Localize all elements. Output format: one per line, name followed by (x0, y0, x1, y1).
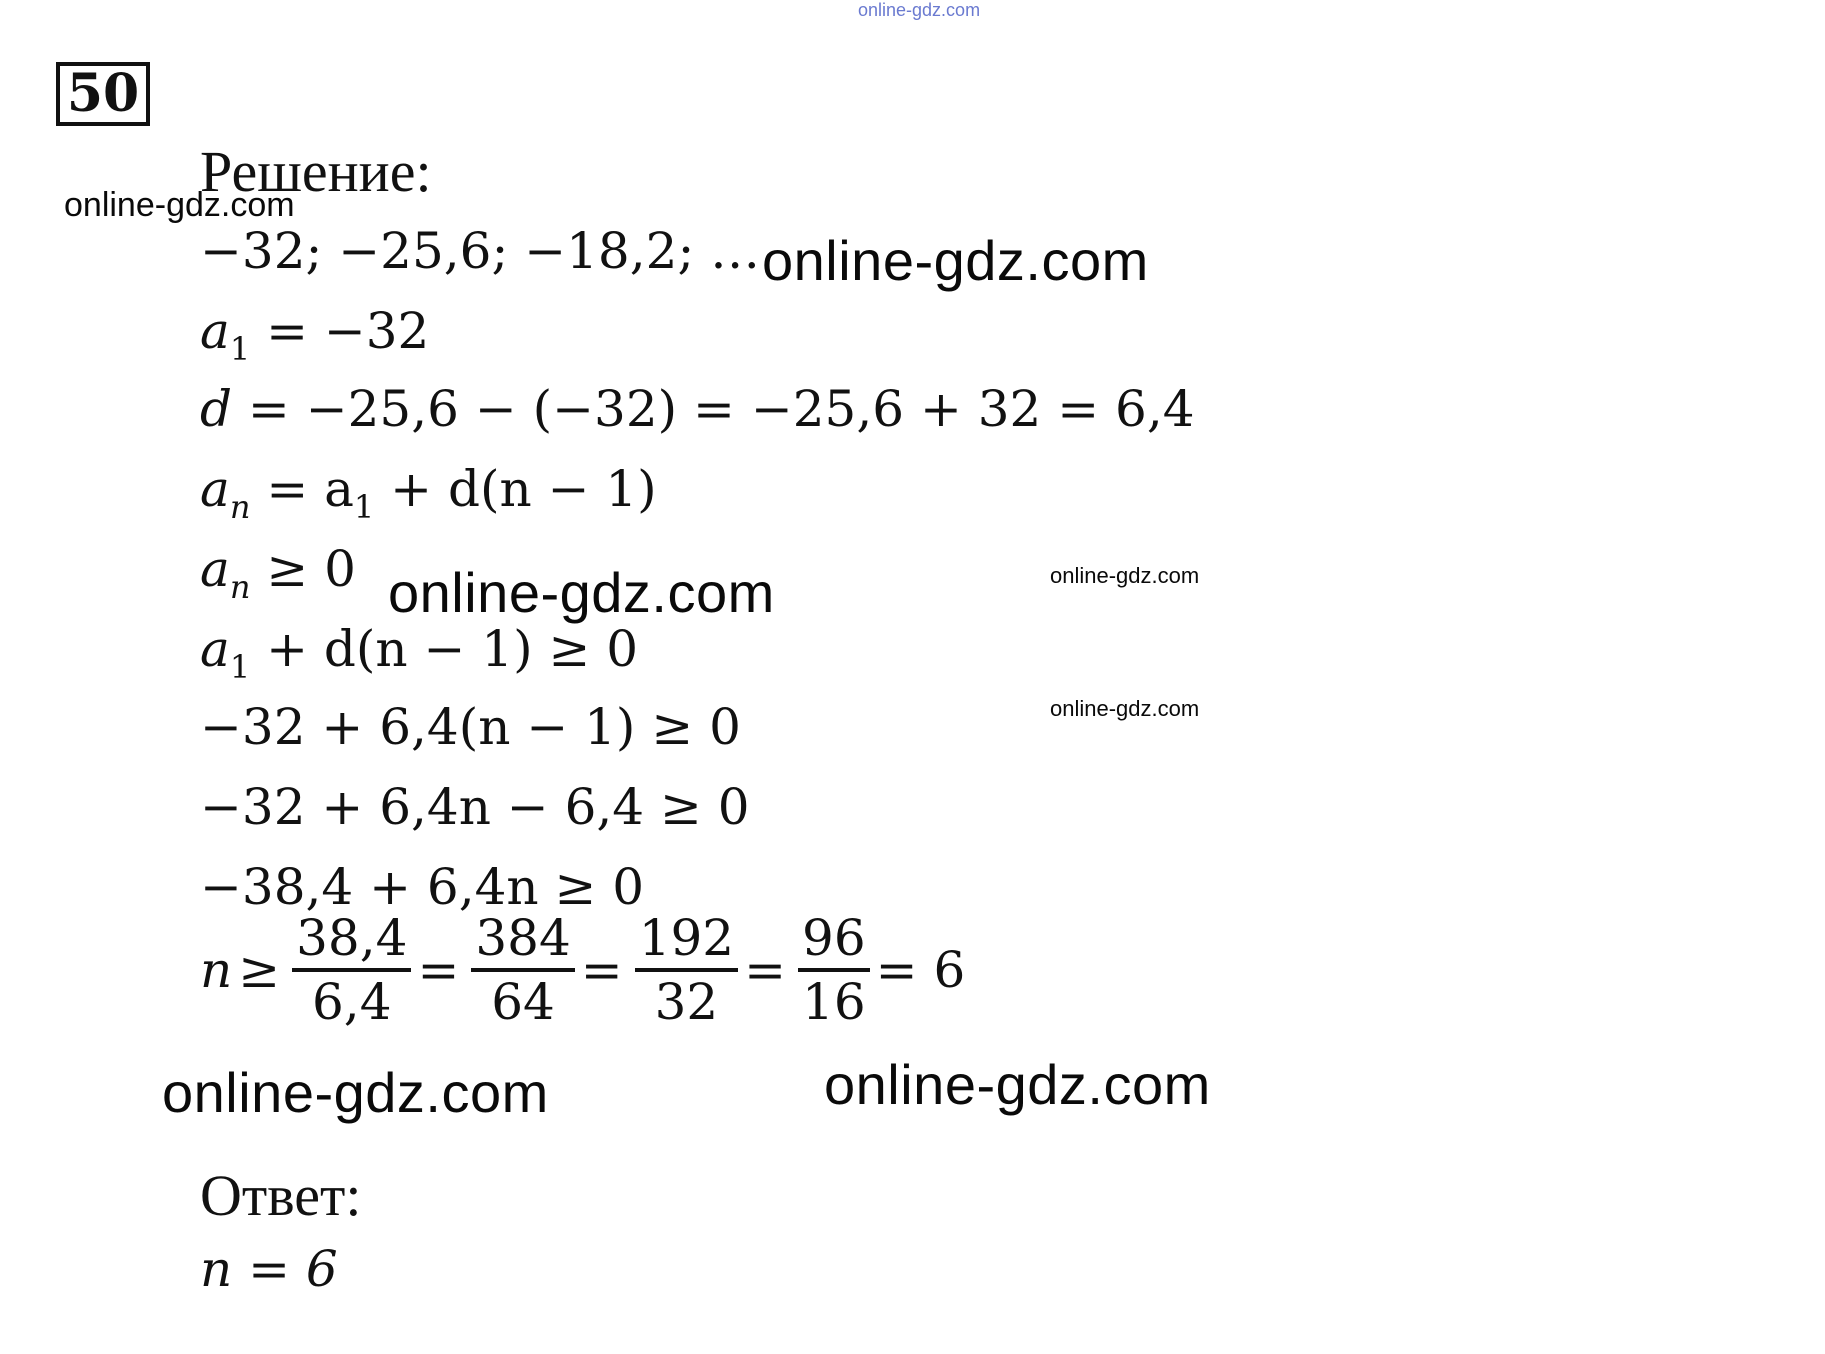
an-var: a (200, 460, 230, 518)
fraction-4-num: 96 (798, 908, 870, 972)
an-ineq-line (200, 540, 356, 606)
d-var: d (200, 380, 233, 438)
a1-sub: 1 (229, 330, 251, 368)
fraction-1 (292, 908, 411, 1032)
fraction-1-den: 6,4 (312, 973, 392, 1031)
an-var-2: a (200, 540, 230, 598)
eq-sign-2: = (580, 941, 623, 999)
watermark-4: online-gdz.com (1050, 563, 1200, 588)
a1-sub-2: 1 (353, 488, 375, 526)
step-1: −32 + 6,4(n − 1) ≥ 0 (200, 698, 741, 756)
an-sub-2: n (229, 568, 251, 606)
watermark-7: online-gdz.com (824, 1053, 1211, 1116)
an-ineq-rhs: ≥ 0 (250, 540, 356, 598)
fraction-line (200, 900, 971, 1040)
a1-d-tail: + d(n − 1) ≥ 0 (250, 620, 639, 678)
an-formula-tail: + d(n − 1) (374, 460, 657, 518)
sequence-line: −32; −25,6; −18,2; … (200, 222, 761, 280)
d-expression: = −25,6 − (−32) = −25,6 + 32 = 6,4 (247, 380, 1195, 438)
fraction-2-den: 64 (491, 973, 555, 1031)
an-eq: = a (250, 460, 354, 518)
solution-heading: Решение: (200, 139, 432, 204)
a1-var: a (200, 302, 230, 360)
answer-value: n = 6 (200, 1240, 338, 1298)
fraction-4-den: 16 (802, 973, 866, 1031)
fraction-2-num: 384 (471, 908, 574, 972)
step-2: −32 + 6,4n − 6,4 ≥ 0 (200, 778, 750, 836)
a1-d-line (200, 620, 638, 686)
a1-var-3: a (200, 620, 230, 678)
fraction-3-den: 32 (654, 973, 719, 1031)
d-line (200, 380, 1195, 438)
an-formula-line (200, 460, 657, 526)
watermark-2: online-gdz.com (762, 229, 1149, 292)
result: = 6 (875, 941, 966, 999)
step-3: −38,4 + 6,4n ≥ 0 (200, 858, 645, 916)
eq-sign-1: = (417, 941, 460, 999)
watermark-6: online-gdz.com (162, 1061, 549, 1124)
n-var: n (200, 941, 233, 999)
an-sub: n (229, 488, 251, 526)
a1-line (200, 302, 429, 368)
top-watermark: online-gdz.com (858, 0, 981, 20)
fraction-1-num: 38,4 (292, 908, 411, 972)
fraction-3-num: 192 (635, 908, 738, 972)
a1-value: = −32 (250, 302, 430, 360)
fraction-2 (471, 908, 574, 1032)
fraction-3 (635, 908, 738, 1032)
geq-sign: ≥ (238, 941, 281, 999)
answer-heading: Ответ: (200, 1163, 362, 1228)
watermark-3: online-gdz.com (388, 561, 775, 624)
eq-sign-3: = (744, 941, 787, 999)
watermark-5: online-gdz.com (1050, 696, 1200, 721)
problem-number-box: 50 (56, 62, 150, 126)
a1-sub-3: 1 (229, 648, 251, 686)
watermark-1: online-gdz.com (64, 186, 295, 224)
fraction-4 (798, 908, 870, 1032)
